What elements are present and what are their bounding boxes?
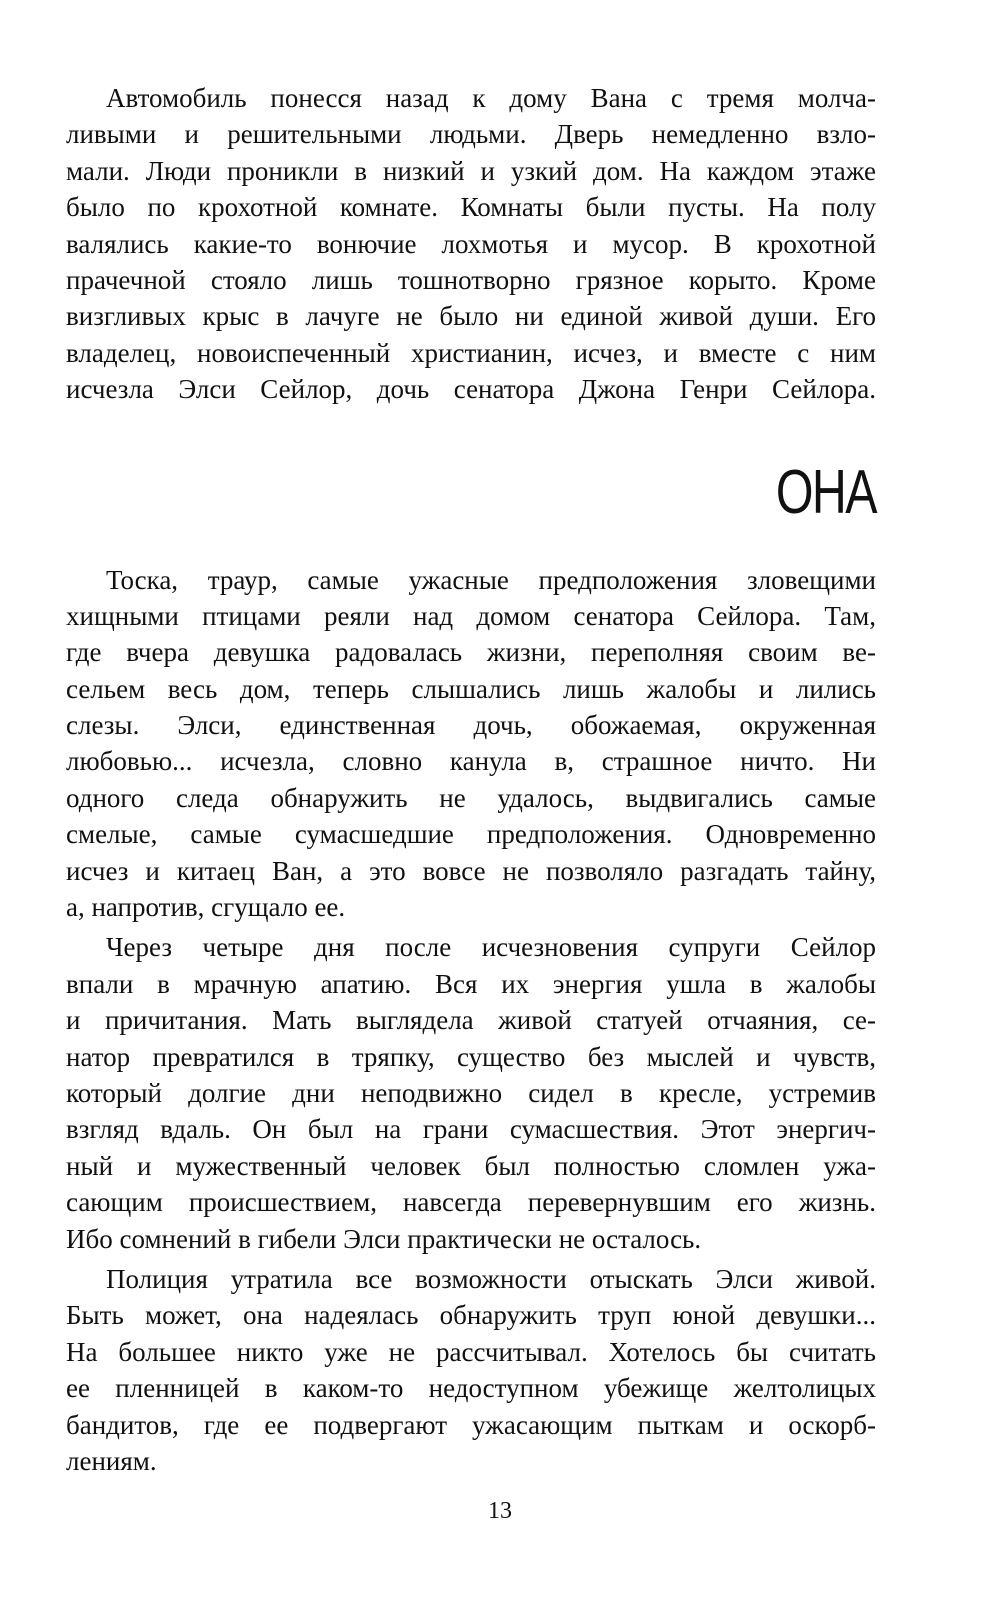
text-line: слезы. Элси, единственная дочь, обожаемая, окруженная <box>66 710 876 741</box>
text-line: исчезла Элси Сейлор, дочь сенатора Джона Генри Сейлора. <box>66 374 876 405</box>
text-line: одного следа обнаружить не удалось, выдвигались самые <box>66 782 876 813</box>
text-line: мали. Люди проникли в низкий и узкий дом. На каждом этаже <box>66 155 876 186</box>
text-line: а, напротив, сгущало ее. <box>66 892 346 923</box>
text-line: было по крохотной комнате. Комнаты были пусты. На полу <box>66 192 876 223</box>
text-line: визгливых крыс в лачуге не было ни единой живой души. Его <box>66 301 876 332</box>
paragraph-3 <box>66 929 876 1257</box>
text-line: исчез и китаец Ван, а это вовсе не позволяло разгадать тайну, <box>66 855 876 886</box>
text-line: Через четыре дня после исчезновения супруги Сейлор <box>106 932 876 963</box>
text-line: ее пленницей в каком-то недоступном убежище желтолицых <box>66 1373 876 1404</box>
text-line: ный и мужественный человек был полностью сломлен ужа- <box>66 1150 876 1181</box>
text-line: сельем весь дом, теперь слышались лишь жалобы и лились <box>66 673 876 704</box>
text-line: Быть может, она надеялась обнаружить труп юной девушки... <box>66 1300 876 1331</box>
text-line: Тоска, траур, самые ужасные предположения зловещими <box>106 564 876 595</box>
chapter-title: ОНА <box>775 457 876 527</box>
paragraph-1 <box>66 80 876 408</box>
text-line: Автомобиль понесся назад к дому Вана с тремя молча- <box>106 83 876 113</box>
text-line: смелые, самые сумасшедшие предположения. Одновременно <box>66 819 876 850</box>
text-line: прачечной стояло лишь тошнотворно грязное корыто. Кроме <box>66 264 876 295</box>
text-line: который долгие дни неподвижно сидел в кресле, устремив <box>66 1077 876 1108</box>
text-line: Ибо сомнений в гибели Элси практически не осталось. <box>66 1223 702 1254</box>
text-line: Полиция утратила все возможности отыскать Элси живой. <box>106 1263 876 1294</box>
text-line: сающим происшествием, навсегда перевернувшим его жизнь. <box>66 1187 876 1218</box>
text-line: ливыми и решительными людьми. Дверь немедленно взло- <box>66 119 876 150</box>
page-body <box>66 80 876 1479</box>
text-line: любовью... исчезла, словно канула в, страшное ничто. Ни <box>66 746 876 777</box>
text-line: бандитов, где ее подвергают ужасающим пыткам и оскорб- <box>66 1409 876 1440</box>
text-line: лениям. <box>66 1445 157 1476</box>
text-line: хищными птицами реяли над домом сенатора Сейлора. Там, <box>66 600 876 631</box>
page-number: 13 <box>488 1498 512 1524</box>
paragraph-4 <box>66 1261 876 1479</box>
text-line: и причитания. Мать выглядела живой статуей отчаяния, се- <box>66 1005 876 1036</box>
text-line: где вчера девушка радовалась жизни, переполняя своим ве- <box>66 637 876 668</box>
text-line: владелец, новоиспеченный христианин, исчез, и вместе с ним <box>66 337 876 368</box>
paragraph-2 <box>66 562 876 926</box>
text-line: взгляд вдаль. Он был на грани сумасшествия. Этот энергич- <box>66 1114 876 1145</box>
text-line: натор превратился в тряпку, существо без мыслей и чувств, <box>66 1041 876 1072</box>
text-line: валялись какие-то вонючие лохмотья и мусор. В крохотной <box>66 228 876 259</box>
text-line: На большее никто уже не рассчитывал. Хотелось бы считать <box>66 1336 876 1367</box>
text-line: впали в мрачную апатию. Вся их энергия ушла в жалобы <box>66 968 876 999</box>
